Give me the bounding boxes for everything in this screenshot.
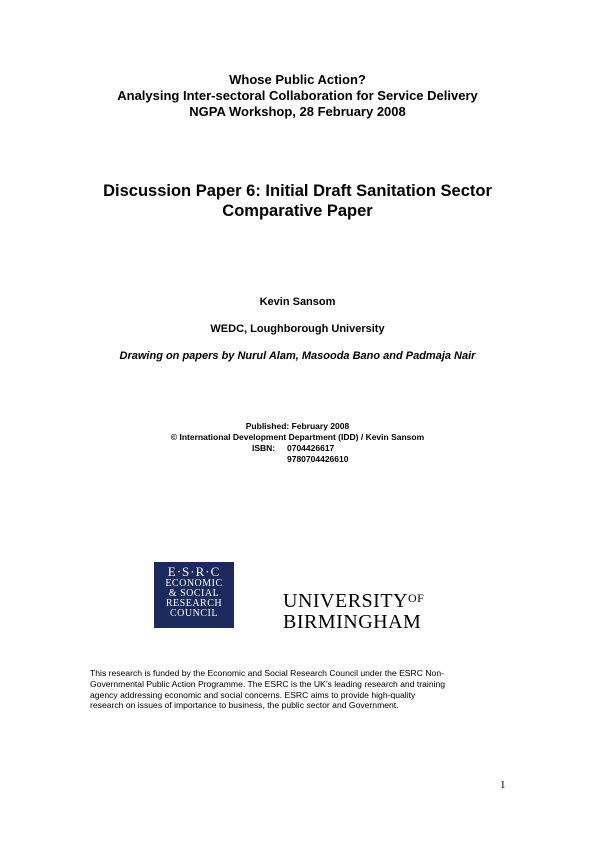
page-number: 1 <box>500 779 506 791</box>
uob-word-birmingham: BIRMINGHAM <box>283 611 422 633</box>
funding-line-3: agency addressing economic and social concerns. ESRC aims to provide high-quality <box>90 689 416 700</box>
publication-info <box>0 421 595 443</box>
esrc-line-2: & SOCIAL <box>168 588 220 599</box>
funding-line-4: research on issues of importance to business, the public sector and Government. <box>90 700 399 711</box>
esrc-line-4: COUNCIL <box>170 608 218 619</box>
funding-line-2: Governmental Public Action Programme. The ESRC is the UK’s leading research and training <box>90 678 446 689</box>
esrc-line-3: RESEARCH <box>165 598 223 609</box>
header-line-3: NGPA Workshop, 28 February 2008 <box>189 104 406 119</box>
isbn-block <box>252 443 348 465</box>
uob-word-university: UNIVERSITY <box>283 590 408 612</box>
university-of-birmingham-logo <box>283 588 424 633</box>
source-papers-credit: Drawing on papers by Nurul Alam, Masooda Bano and Padmaja Nair <box>119 350 476 362</box>
header-line-2: Analysing Inter-sectoral Collaboration for Service Delivery <box>117 88 478 103</box>
funding-statement <box>90 668 510 711</box>
title-line-1: Discussion Paper 6: Initial Draft Sanitation Sector <box>103 182 492 200</box>
esrc-line-1: ECONOMIC <box>165 578 223 589</box>
author-affiliation: WEDC, Loughborough University <box>210 323 385 335</box>
copyright-notice: © International Development Department (IDD) / Kevin Sansom <box>170 432 425 442</box>
funding-line-1: This research is funded by the Economic and Social Research Council under the ESRC Non- <box>90 668 444 678</box>
published-date: Published: February 2008 <box>245 421 350 431</box>
title-line-2: Comparative Paper <box>222 202 373 220</box>
esrc-letters: E·S·R·C <box>167 564 221 579</box>
uob-word-of: OF <box>408 591 425 605</box>
workshop-header <box>0 72 595 120</box>
author-name: Kevin Sansom <box>259 296 336 308</box>
isbn-label: ISBN: <box>252 443 276 453</box>
isbn-13: 9780704426610 <box>287 454 349 464</box>
esrc-logo <box>154 562 234 628</box>
isbn-10: 0704426617 <box>287 443 335 453</box>
paper-title <box>0 181 595 221</box>
header-line-1: Whose Public Action? <box>229 72 366 87</box>
